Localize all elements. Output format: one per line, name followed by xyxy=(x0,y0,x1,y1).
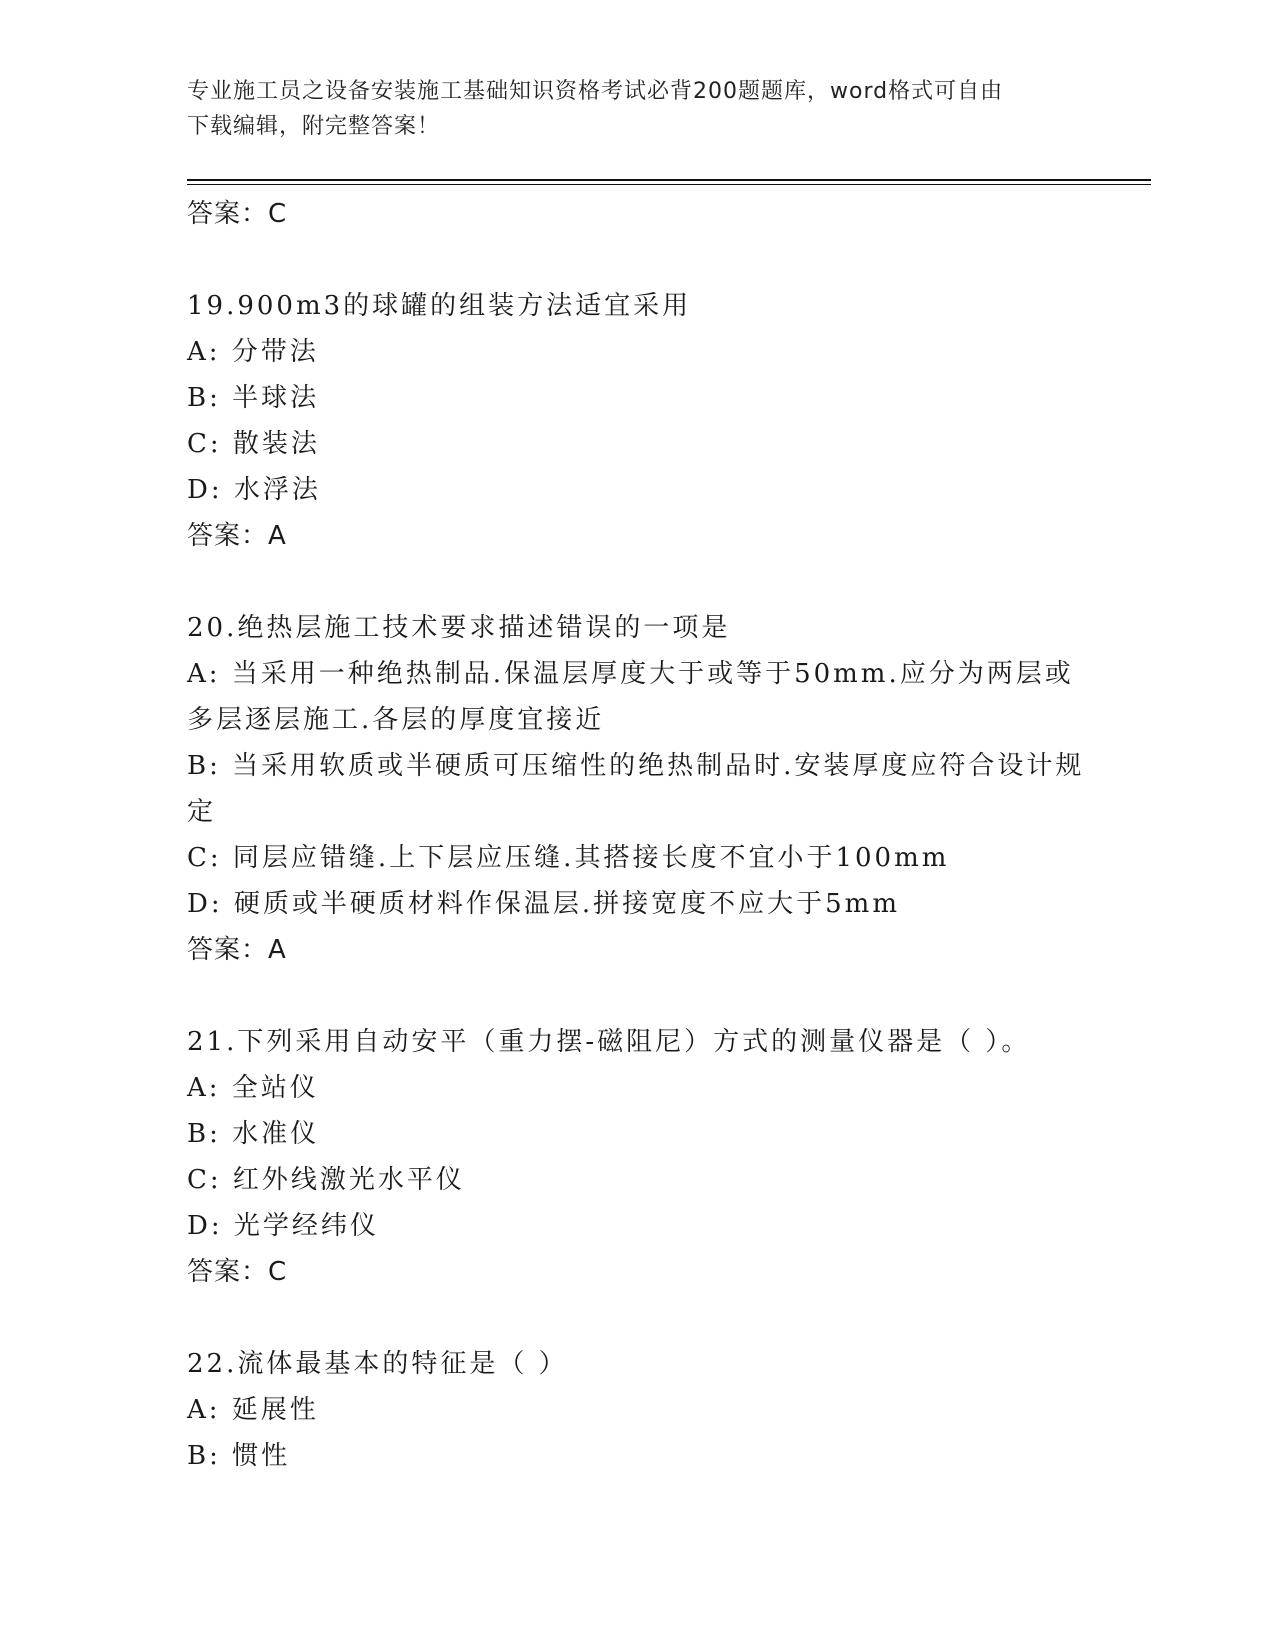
option-c: C: 同层应错缝.上下层应压缝.其搭接长度不宜小于100mm xyxy=(187,843,950,873)
option-c: C: 散装法 xyxy=(187,429,320,459)
question-block xyxy=(187,1341,1087,1479)
spacer xyxy=(187,237,1087,283)
option-d: D: 光学经纬仪 xyxy=(187,1211,379,1241)
option-a: A: 当采用一种绝热制品.保温层厚度大于或等于50mm.应分为两层或多层逐层施工.各层的厚度宜接近 xyxy=(187,659,1074,735)
option-d: D: 水浮法 xyxy=(187,475,321,505)
option-b: B: 当采用软质或半硬质可压缩性的绝热制品时.安装厚度应符合设计规定 xyxy=(187,751,1085,827)
question-stem: 19.900m3的球罐的组装方法适宜采用 xyxy=(187,291,692,321)
document-header xyxy=(187,74,1067,144)
spacer xyxy=(187,1295,1087,1341)
question-stem: 20.绝热层施工技术要求描述错误的一项是 xyxy=(187,613,731,643)
option-a: A: 全站仪 xyxy=(187,1073,319,1103)
question-block xyxy=(187,1019,1087,1295)
question-stem: 21.下列采用自动安平（重力摆-磁阻尼）方式的测量仪器是（ ）。 xyxy=(187,1027,1031,1057)
question-block xyxy=(187,605,1087,973)
spacer xyxy=(187,973,1087,1019)
option-c: C: 红外线激光水平仪 xyxy=(187,1165,465,1195)
header-divider-thick xyxy=(187,179,1151,181)
answer-line: 答案：A xyxy=(187,521,287,551)
question-stem: 22.流体最基本的特征是（ ） xyxy=(187,1349,568,1379)
header-line-1: 专业施工员之设备安装施工基础知识资格考试必背200题题库，word格式可自由 xyxy=(187,79,1004,104)
question-list xyxy=(187,191,1087,1479)
option-a: A: 分带法 xyxy=(187,337,319,367)
option-b: B: 半球法 xyxy=(187,383,320,413)
answer-line: 答案：C xyxy=(187,199,288,229)
header-line-2: 下载编辑，附完整答案！ xyxy=(187,114,441,139)
question-block xyxy=(187,283,1087,559)
spacer xyxy=(187,559,1087,605)
option-b: B: 惯性 xyxy=(187,1441,291,1471)
answer-line: 答案：A xyxy=(187,935,287,965)
option-b: B: 水准仪 xyxy=(187,1119,320,1149)
answer-line: 答案：C xyxy=(187,1257,288,1287)
header-divider-thin xyxy=(187,184,1151,185)
option-a: A: 延展性 xyxy=(187,1395,319,1425)
option-d: D: 硬质或半硬质材料作保温层.拼接宽度不应大于5mm xyxy=(187,889,900,919)
